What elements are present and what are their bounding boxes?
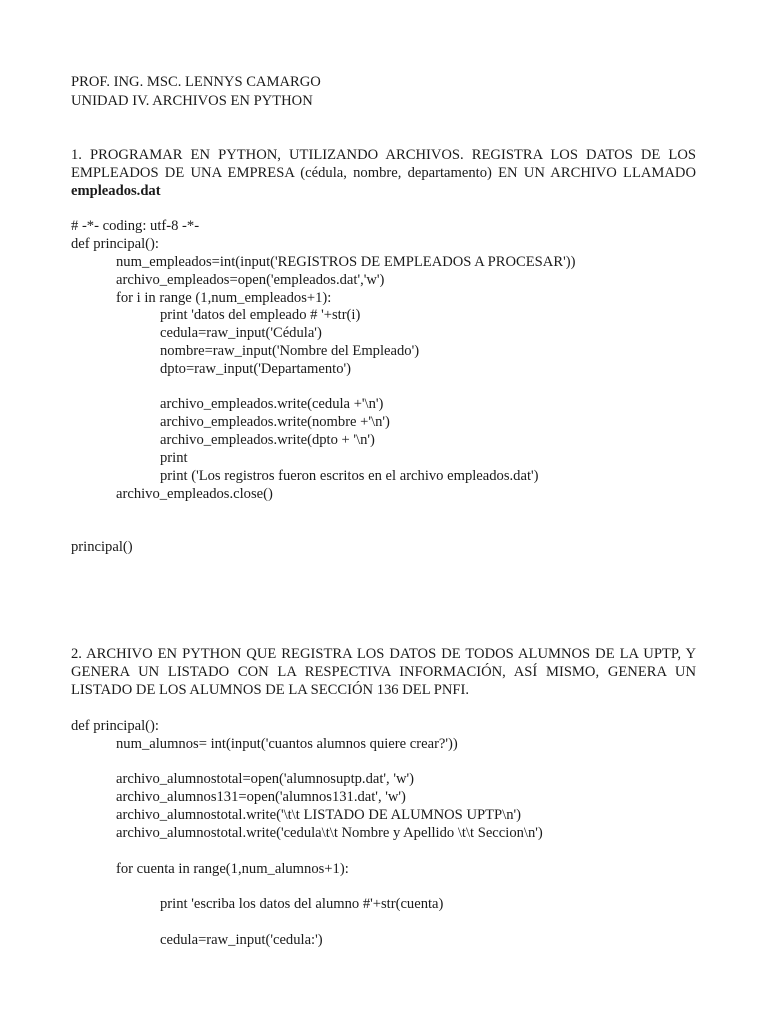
exercise1-statement-line2: EMPLEADOS DE UNA EMPRESA (cédula, nombre, departamento) EN UN ARCHIVO LLAMADO [71, 165, 696, 181]
code-line: print [160, 450, 188, 466]
exercise2-statement-line3: LISTADO DE LOS ALUMNOS DE LA SECCIÓN 136 DEL PNFI. [71, 682, 470, 698]
code-line: # -*- coding: utf-8 -*- [71, 218, 200, 234]
code-line: def principal(): [71, 236, 159, 252]
code-line: nombre=raw_input('Nombre del Empleado') [160, 343, 420, 359]
code-line: dpto=raw_input('Departamento') [160, 361, 351, 377]
exercise2-statement-line2: GENERA UN LISTADO CON LA RESPECTIVA INFORMACIÓN, ASÍ MISMO, GENERA UN [71, 664, 696, 680]
code-line: archivo_alumnostotal=open('alumnosuptp.dat', 'w') [116, 771, 414, 787]
code-line: def principal(): [71, 718, 159, 734]
code-line: for cuenta in range(1,num_alumnos+1): [116, 861, 349, 877]
code-line: archivo_empleados.close() [116, 486, 273, 502]
code-line: archivo_alumnos131=open('alumnos131.dat', 'w') [116, 789, 406, 805]
code-line: print 'escriba los datos del alumno #'+str(cuenta) [160, 896, 444, 912]
author-line: PROF. ING. MSC. LENNYS CAMARGO [71, 74, 321, 90]
code-line: archivo_empleados.write(nombre +'\n') [160, 414, 390, 430]
code-line: principal() [71, 539, 133, 555]
code-line: print 'datos del empleado # '+str(i) [160, 307, 361, 323]
code-line: archivo_alumnostotal.write('\t\t LISTADO DE ALUMNOS UPTP\n') [116, 807, 521, 823]
exercise1-filename: empleados.dat [71, 183, 161, 199]
code-line: num_alumnos= int(input('cuantos alumnos quiere crear?')) [116, 736, 458, 752]
unit-title: UNIDAD IV. ARCHIVOS EN PYTHON [71, 93, 313, 109]
code-line: num_empleados=int(input('REGISTROS DE EMPLEADOS A PROCESAR')) [116, 254, 576, 270]
code-line: cedula=raw_input('Cédula') [160, 325, 322, 341]
code-line: archivo_alumnostotal.write('cedula\t\t Nombre y Apellido \t\t Seccion\n') [116, 825, 543, 841]
code-line: archivo_empleados=open('empleados.dat','w') [116, 272, 385, 288]
code-line: print ('Los registros fueron escritos en el archivo empleados.dat') [160, 468, 539, 484]
exercise2-statement-line1: 2. ARCHIVO EN PYTHON QUE REGISTRA LOS DATOS DE TODOS ALUMNOS DE LA UPTP, Y [71, 646, 696, 662]
code-line: archivo_empleados.write(cedula +'\n') [160, 396, 384, 412]
code-line: archivo_empleados.write(dpto + '\n') [160, 432, 375, 448]
code-line: for i in range (1,num_empleados+1): [116, 290, 332, 306]
exercise1-statement-line1: 1. PROGRAMAR EN PYTHON, UTILIZANDO ARCHIVOS. REGISTRA LOS DATOS DE LOS [71, 147, 696, 163]
code-line: cedula=raw_input('cedula:') [160, 932, 323, 948]
